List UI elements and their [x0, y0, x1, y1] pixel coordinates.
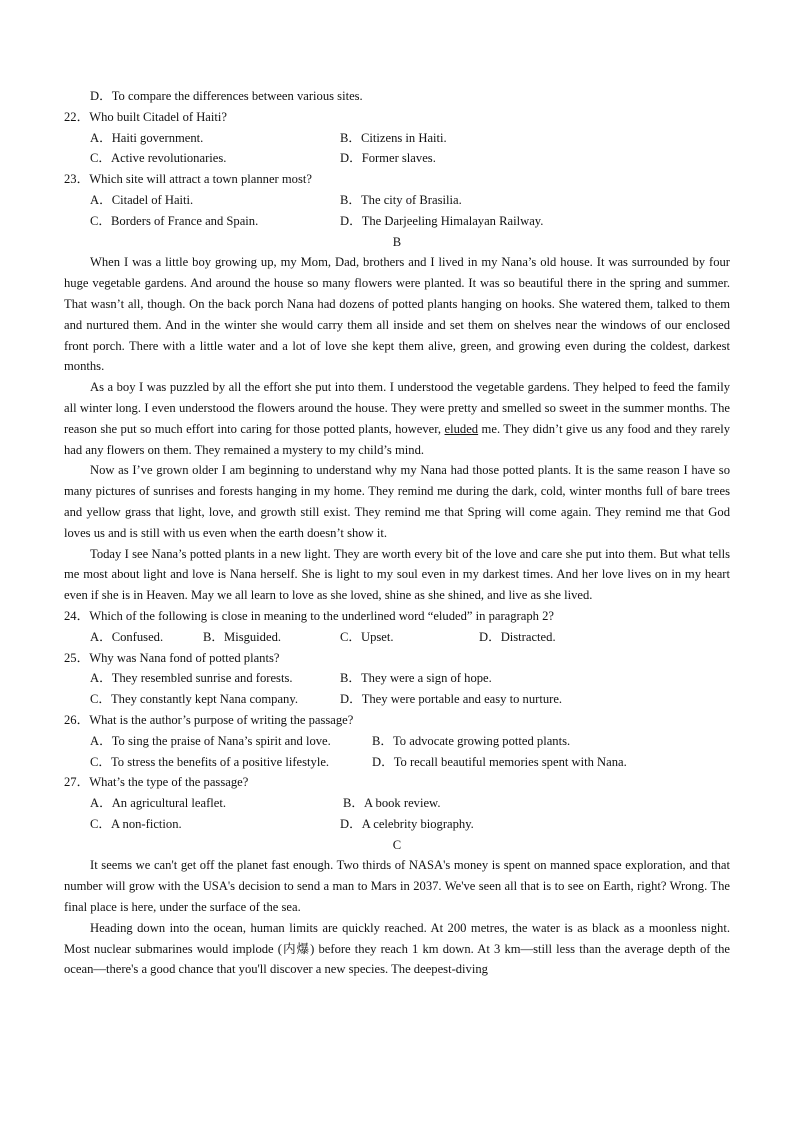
q27-option-a: A．An agricultural leaflet. — [90, 796, 227, 811]
q26-option-a: A．To sing the praise of Nana’s spirit and love. — [90, 733, 331, 748]
q25-option-c: C．They constantly kept Nana company. — [90, 692, 298, 707]
q23-option-a: A．Citadel of Haiti. — [90, 192, 194, 207]
q24-options-row — [64, 627, 730, 648]
underlined-word-eluded: eluded — [444, 421, 479, 436]
passage-c-paragraph-1: It seems we can't get off the planet fast enough. Two thirds of NASA's money is spent on manned space exploration, and that number will grow with the USA's decision to send a man to Mars in 2037. We've seen all that is to see on Earth, right? Wrong. The final place is here, under the surface of the sea. — [64, 858, 730, 915]
q27-stem: 27．What’s the type of the passage? — [64, 775, 249, 790]
q27-option-c: C．A non-fiction. — [90, 816, 182, 831]
section-c-heading: C — [392, 837, 402, 852]
q22-option-d: D．Former slaves. — [340, 151, 436, 166]
q23-option-b: B．The city of Brasilia. — [340, 192, 462, 207]
q22-options-row1 — [64, 128, 730, 149]
q22-options-row2 — [64, 148, 730, 169]
section-b-heading: B — [392, 234, 402, 249]
q27-options-row1 — [64, 793, 730, 814]
q22-option-b: B．Citizens in Haiti. — [340, 130, 447, 145]
q24-option-a: A．Confused. — [90, 629, 164, 644]
q27-option-b: B．A book review. — [343, 796, 441, 811]
exam-page — [64, 86, 730, 980]
q23-option-d: D．The Darjeeling Himalayan Railway. — [340, 213, 544, 228]
q24-option-b: B．Misguided. — [203, 629, 282, 644]
q25-option-b: B．They were a sign of hope. — [340, 671, 492, 686]
q25-options-row2 — [64, 689, 730, 710]
q23-option-c: C．Borders of France and Spain. — [90, 213, 259, 228]
q25-option-d: D．They were portable and easy to nurture. — [340, 692, 563, 707]
q26-option-c: C．To stress the benefits of a positive lifestyle. — [90, 754, 330, 769]
passage-c-paragraph-2: Heading down into the ocean, human limits are quickly reached. At 200 metres, the water is as black as a moonless night. Most nuclear submarines would implode (内爆) before they reach 1 km down. At 3 km—still less than the average depth of the ocean—there's a good chance that you'll discover a new species. The deepest-diving — [64, 920, 730, 977]
passage-b-paragraph-2 — [64, 377, 730, 460]
q26-stem: 26．What is the author’s purpose of writing the passage? — [64, 712, 354, 727]
passage-b-paragraph-4: Today I see Nana’s potted plants in a new light. They are worth every bit of the love and care she put into them. But what tells me most about light and love is Nana herself. She is light to my soul even in my darkest times. And her love lives on in my heart even if she is in Heaven. May we all learn to love as she loved, shine as she shined, and live as she lived. — [64, 546, 730, 603]
q26-options-row1 — [64, 731, 730, 752]
q22-stem: 22．Who built Citadel of Haiti? — [64, 109, 227, 124]
q23-options-row2 — [64, 211, 730, 232]
passage-b-paragraph-1: When I was a little boy growing up, my Mom, Dad, brothers and I lived in my Nana’s old house. It was surrounded by four huge vegetable gardens. And around the house so many flowers were planted. It was so beautiful there in the spring and summer. That wasn’t all, though. On the back porch Nana had dozens of potted plants hanging on hooks. She watered them, talked to them and nurtured them. And in the winter she would carry them all inside and set them on shelves near the windows of our enclosed front porch. There with a little water and a lot of love she kept them alive, green, and growing even during the coldest, darkest months. — [64, 255, 730, 374]
q26-option-d: D．To recall beautiful memories spent with Nana. — [372, 754, 627, 769]
q22-option-a: A．Haiti government. — [90, 130, 204, 145]
q25-option-a: A．They resembled sunrise and forests. — [90, 671, 293, 686]
q24-option-d: D．Distracted. — [479, 629, 556, 644]
passage-b-p2-text-after: me. They didn’t give us any food and they rarely had any flowers on them. They remained a mystery to my child’s mind. — [64, 421, 730, 457]
q24-stem: 24．Which of the following is close in meaning to the underlined word “eluded” in paragraph 2? — [64, 608, 554, 623]
q27-options-row2 — [64, 814, 730, 835]
q22-option-c: C．Active revolutionaries. — [90, 151, 227, 166]
q24-option-c: C．Upset. — [340, 629, 394, 644]
passage-b-p2-text-before: As a boy I was puzzled by all the effort she put into them. I understood the vegetable gardens. They helped to feed the family all winter long. I even understood the flowers around the house. They were pretty and smelled so sweet in the summer months. The reason she put so much effort into caring for those potted plants, however, — [64, 380, 730, 436]
q26-option-b: B．To advocate growing potted plants. — [372, 733, 571, 748]
q27-option-d: D．A celebrity biography. — [340, 816, 474, 831]
q25-options-row1 — [64, 668, 730, 689]
q21-option-d: D．To compare the differences between various sites. — [90, 89, 363, 103]
q23-stem: 23．Which site will attract a town planner most? — [64, 172, 312, 187]
passage-b-paragraph-3: Now as I’ve grown older I am beginning to understand why my Nana had those potted plants. It is the same reason I have so many pictures of sunrises and forests hanging in my home. They remind me during the dark, cold, winter months full of bare trees and yellow grass that light, love, and growth still exist. They remind me that Spring will come again. They remind me that God loves us and is still with us even when the earth doesn’t show it. — [64, 463, 730, 540]
q23-options-row1 — [64, 190, 730, 211]
q26-options-row2 — [64, 752, 730, 773]
q25-stem: 25．Why was Nana fond of potted plants? — [64, 650, 280, 665]
